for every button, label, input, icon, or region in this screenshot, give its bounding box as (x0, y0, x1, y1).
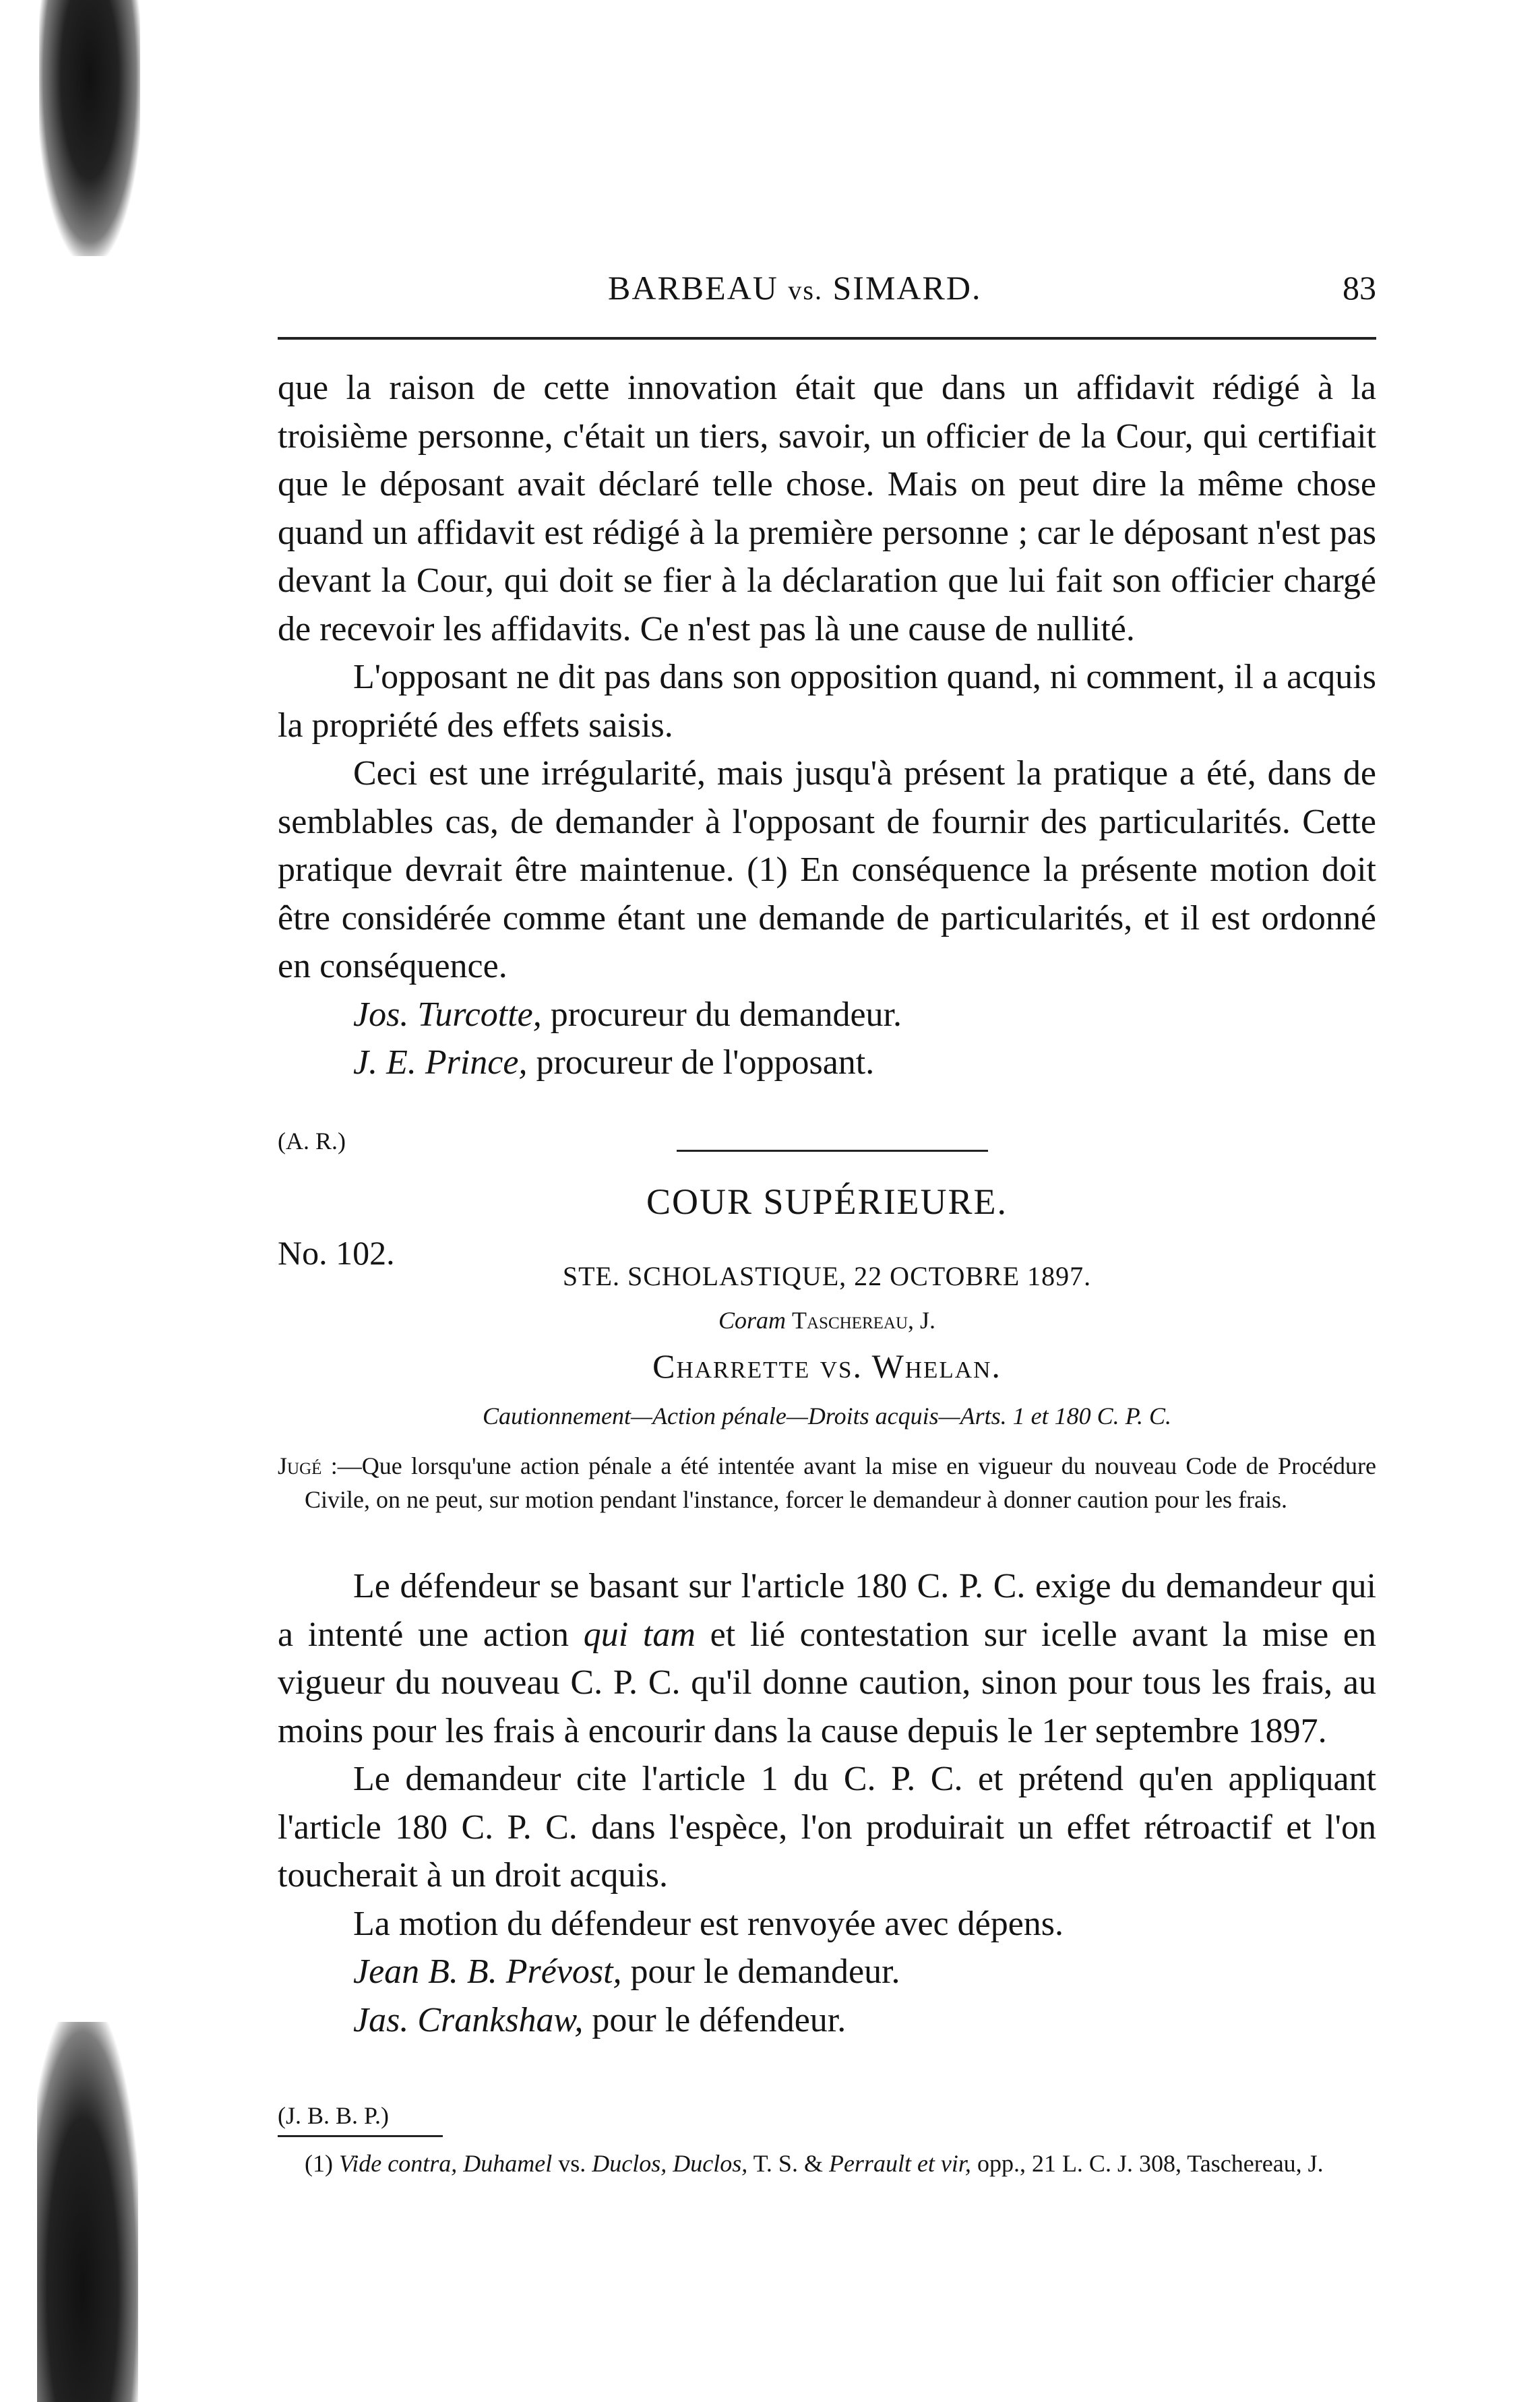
signature-plaintiff-attorney (278, 1948, 1376, 1996)
footnote-mid: T. S. & (753, 2150, 823, 2177)
court-date: STE. SCHOLASTIQUE, 22 OCTOBRE 1897. (562, 1261, 1092, 1291)
paragraph: Le demandeur cite l'article 1 du C. P. C. et prétend qu'en appliquant l'article 180 C. P. C. dans l'espèce, l'on produirait un effet rétroactif et l'on toucherait à un droit acquis. (278, 1760, 1376, 1895)
case-parties: Charrette vs. Whelan. (652, 1347, 1002, 1385)
signature-role: procureur du demandeur. (550, 995, 902, 1034)
paragraph-italic: qui tam (583, 1615, 696, 1654)
juge-text: —Que lorsqu'une action pénale a été intentée avant la mise en vigueur du nouveau Code de Procédure Civile, on ne peut, sur motion pendant l'instance, forcer le demandeur à donner caution pour les frais. (305, 1452, 1376, 1513)
header-rule (278, 337, 1376, 340)
scan-edge-bottom (37, 2022, 138, 2402)
page-number: 83 (1343, 269, 1376, 307)
paragraph: Ceci est une irrégularité, mais jusqu'à présent la pratique a été, dans de semblables cas, de demander à l'opposant de fournir des particularités. Cette pratique devrait être maintenue. (1) En conséquence la présente motion doit être considérée comme étant une demande de particularités, et il est ordonné en conséquence. (278, 754, 1376, 985)
footnote-italic: Vide contra, Duhamel (338, 2150, 553, 2177)
scan-edge-top (39, 0, 140, 256)
headnote: Cautionnement—Action pénale—Droits acquis—Arts. 1 et 180 C. P. C. (483, 1403, 1171, 1429)
footnote-italic: Perrault et vir, (828, 2150, 971, 2177)
signature-defendant-attorney (278, 1996, 1376, 2045)
reporter-initials: (A. R.) (278, 1128, 346, 1154)
first-case-text (278, 364, 1376, 1087)
signature-name: Jos. Turcotte, (353, 995, 542, 1034)
paragraph: L'opposant ne dit pas dans son opposition quand, ni comment, il a acquis la propriété des effets saisis. (278, 658, 1376, 745)
paragraph-part: et lié contestation sur icelle avant la mise en vigueur du nouveau C. P. C. qu'il donne caution, sinon pour tous les frais, au moins pour les frais à encourir dans la cause depuis le 1er septembre 1897. (278, 1615, 1376, 1750)
paragraph: La motion du défendeur est renvoyée avec dépens. (353, 1904, 1064, 1943)
coram-judge: Taschereau, J. (792, 1307, 936, 1334)
running-title-right: SIMARD. (832, 269, 982, 307)
footnote-marker: (1) (305, 2150, 333, 2177)
footnote (278, 2147, 1376, 2180)
coram-line (278, 1306, 1376, 1334)
running-title-left: BARBEAU (608, 269, 778, 307)
running-head (278, 268, 1376, 315)
reporter-initials: (J. B. B. P.) (278, 2102, 390, 2129)
running-title-vs: vs. (788, 275, 823, 305)
coram-label: Coram (718, 1307, 786, 1334)
second-case-text (278, 1562, 1376, 2044)
paragraph (278, 1562, 1376, 1755)
footnote-vs: vs. (558, 2150, 586, 2177)
case-number: No. 102. (278, 1234, 395, 1272)
signature-opposant-attorney (278, 1039, 1376, 1087)
signature-name: Jean B. B. Prévost, (353, 1952, 622, 1991)
court-title: COUR SUPÉRIEURE. (646, 1181, 1008, 1222)
signature-name: J. E. Prince, (353, 1043, 528, 1082)
signature-name: Jas. Crankshaw, (353, 2000, 584, 2039)
footnote-italic: Duclos, Duclos, (592, 2150, 748, 2177)
juge-paragraph (278, 1449, 1376, 1516)
signature-role: pour le défendeur. (592, 2000, 846, 2039)
paragraph: que la raison de cette innovation était que dans un affidavit rédigé à la troisième personne, c'était un tiers, savoir, un officier de la Cour, qui certifiait que le déposant avait déclaré telle chose. Mais on peut dire la même chose quand un affidavit est rédigé à la première personne ; car le déposant n'est pas devant la Cour, qui doit se fier à la déclaration que lui fait son officier chargé de recevoir les affidavits. Ce n'est pas là une cause de nullité. (278, 369, 1376, 648)
signature-plaintiff-attorney (278, 991, 1376, 1039)
signature-role: procureur de l'opposant. (536, 1043, 875, 1082)
juge-label: Jugé : (278, 1452, 338, 1479)
footnote-tail: opp., 21 L. C. J. 308, Taschereau, J. (977, 2150, 1324, 2177)
footnote-paragraph (278, 2147, 1376, 2180)
paragraph-part: Le défendeur se basant sur l'article 180 C. P. C. exige du demandeur qui a intenté une action (278, 1567, 1376, 1654)
juge-summary (278, 1449, 1376, 1516)
footnote-rule (278, 2135, 443, 2137)
section-rule (677, 1150, 988, 1152)
running-title (608, 268, 981, 307)
signature-role: pour le demandeur. (630, 1952, 900, 1991)
